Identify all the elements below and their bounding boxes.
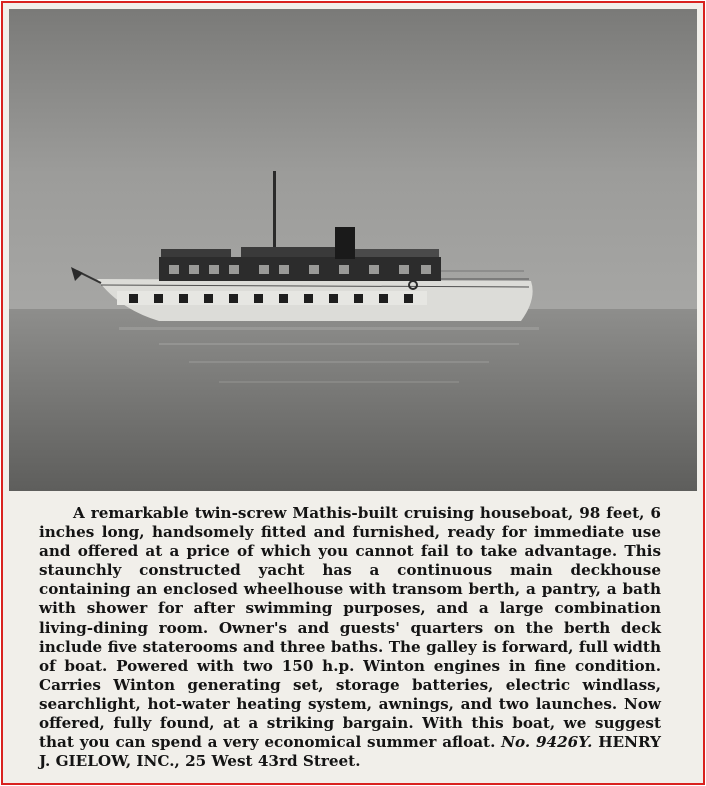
water: [9, 309, 697, 491]
yacht-photo: [9, 9, 697, 491]
caption-body: A remarkable twin-screw Mathis-built cruising houseboat, 98 feet, 6 inches long, handsomely fitted and furnished, ready for immediate use and offered at a price of which you cannot fail to take advantage. This staunchly constructed yacht has a continuous main deckhouse containing an enclosed wheelhouse with transom berth, a pantry, a bath with shower for after swimming purposes, and a large combination living-dining room. Owner's and guests' quarters on the berth deck include five staterooms and three baths. The galley is forward, full width of boat. Powered with two 150 h.p. Winton engines in fine condition. Carries Winton generating set, storage batteries, electric windlass, searchlight, hot-water heating system, awnings, and two launches. Now offered, fully found, at a striking bargain. With this boat, we suggest that you can spend a very economical summer afloat.: [39, 504, 661, 752]
advertisement-frame: [1, 1, 705, 785]
awning: [161, 249, 231, 257]
deckhouse: [159, 257, 441, 281]
funnel: [335, 227, 355, 259]
advertisement-caption: [39, 504, 661, 771]
mast: [273, 171, 276, 249]
broker-name: HENRY J. GIELOW, INC., 25 West 43rd Street.: [39, 733, 661, 771]
listing-number: No. 9426Y.: [501, 733, 593, 752]
